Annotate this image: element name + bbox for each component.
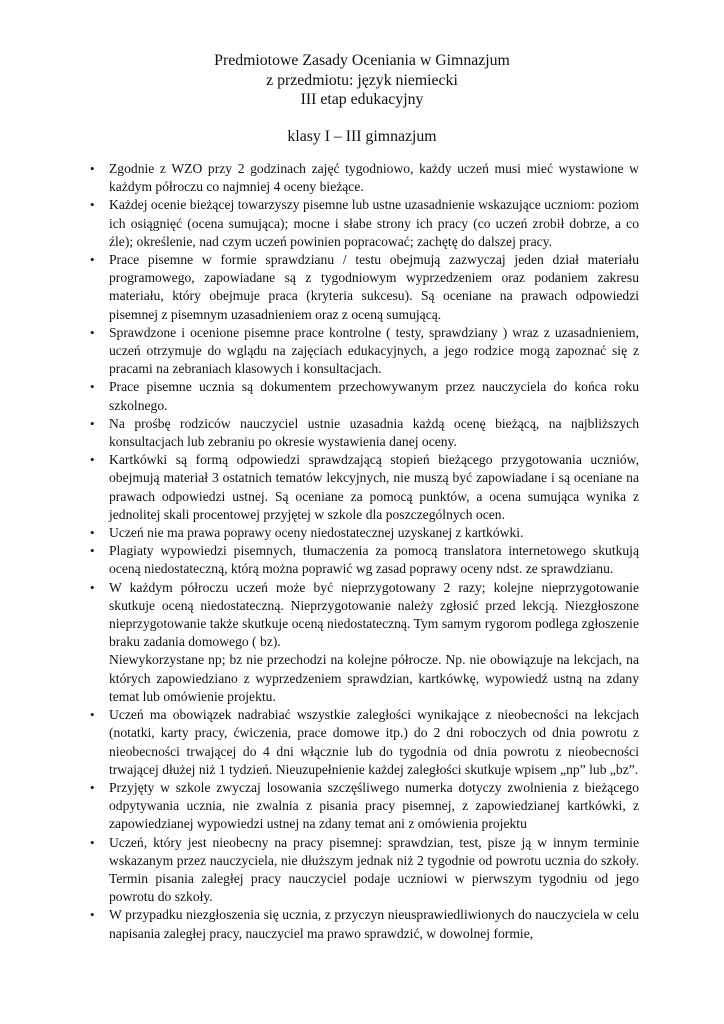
list-item: • Uczeń ma obowiązek nadrabiać wszystkie zaległości wynikające z nieobecności na lekcjach (notatki, karty pracy, ćwiczenia, prace domowe itp.) do 2 dni roboczych od dnia powrotu z nieobecności trwającej do 4 dni włącznie lub do tygodnia od dnia powrotu z nieobecności trwającej dłużej niż 1 tydzień. Nieuzupełnienie każdej zaległości skutkuje wpisem „np” lub „bz”. xyxy=(90,707,639,777)
document-stage: III etap edukacyjny xyxy=(300,91,424,108)
list-item: • Sprawdzone i ocenione pisemne prace kontrolne ( testy, sprawdziany ) wraz z uzasadnieniem, uczeń otrzymuje do wglądu na zajęciach edukacyjnych, a jego rodzice mogą zapoznać się z pracami na zebraniach klasowych i konsultacjach. xyxy=(90,324,639,377)
bullet-icon: • xyxy=(90,452,95,468)
bullet-icon: • xyxy=(90,834,95,850)
document-classes: klasy I – III gimnazjum xyxy=(287,128,437,145)
list-item-continuation: Niewykorzystane np; bz nie przechodzi na kolejne półrocze. Np. nie obowiązuje na lekcjach, na których zapowiedziano z wyprzedzeniem sprawdzian, kartkówkę, wypowiedź ustną na zdany temat lub omówienie projektu. xyxy=(109,652,639,704)
document-subject: z przedmiotu: język niemiecki xyxy=(266,72,458,89)
bullet-icon: • xyxy=(90,907,95,923)
bullet-icon: • xyxy=(90,379,95,395)
list-item: • Prace pisemne w formie sprawdzianu / testu obejmują zazwyczaj jeden dział materiału programowego, zapowiadane są z tygodniowym wyprzedzeniem oraz podaniem zakresu materiału, który obejmuje praca (kryteria sukcesu). Są oceniane na prawach odpowiedzi pisemnej z pisemnym uzasadnieniem oraz z oceną sumującą. xyxy=(90,252,639,322)
bullet-icon: • xyxy=(90,779,95,795)
list-item: • Uczeń nie ma prawa poprawy oceny niedostatecznej uzyskanej z kartkówki. xyxy=(109,524,639,542)
bullet-icon: • xyxy=(90,707,95,723)
bullet-icon: • xyxy=(90,415,95,431)
list-item: • Każdej ocenie bieżącej towarzyszy pisemne lub ustne uzasadnienie wskazujące uczniom: poziom ich osiągnięć (ocena sumująca); mocne i słabe strony ich pracy (co uczeń zrobił dobrze, a co źle); określenie, nad czym uczeń powinien popracować; zachętę do dalszej pracy. xyxy=(90,197,639,249)
list-item: • W przypadku niezgłoszenia się ucznia, z przyczyn nieusprawiedliwionych do nauczyciela w celu napisania zaległej pracy, nauczyciel ma prawo sprawdzić, w dowolnej formie, xyxy=(90,907,639,941)
document-title: Predmiotowe Zasady Oceniania w Gimnazjum xyxy=(214,52,510,69)
bullet-icon: • xyxy=(90,579,95,595)
list-item: • W każdym półroczu uczeń może być nieprzygotowany 2 razy; kolejne nieprzygotowanie skutkuje oceną niedostateczną. Nieprzygotowanie należy zgłosić przed lekcją. Niezgłoszone nieprzygotowanie także skutkuje oceną niedostateczną. Tym samym rygorom podlega zgłoszenie braku zadania domowego ( bz). Niewykorzystane np; bz nie przechodzi na kolejne półrocze. Np. nie obowiązuje na lekcjach, na których zapowiedziano z wyprzedzeniem sprawdzian, kartkówkę, wypowiedź ustną na zdany temat lub omówienie projektu. xyxy=(109,579,639,706)
list-item: • Przyjęty w szkole zwyczaj losowania szczęśliwego numerka dotyczy zwolnienia z bieżącego odpytywania ucznia, nie zwalnia z pisania pracy pisemnej, z zapowiedzianej kartkówki, z zapowiedzianej wypowiedzi ustnej na zdany temat ani z omówienia projektu xyxy=(90,779,639,832)
list-item: • Plagiaty wypowiedzi pisemnych, tłumaczenia za pomocą translatora internetowego skutkują oceną niedostateczną, którą można poprawić wg zasad poprawy oceny ndst. ze sprawdzianu. xyxy=(90,543,639,577)
list-item: • Na prośbę rodziców nauczyciel ustnie uzasadnia każdą ocenę bieżącą, na najbliższych konsultacjach lub zebraniu po okresie wystawienia danej oceny. xyxy=(90,415,639,450)
list-item: • Zgodnie z WZO przy 2 godzinach zajęć tygodniowo, każdy uczeń musi mieć wystawione w każdym półroczu co najmniej 4 oceny bieżące. xyxy=(90,161,639,195)
bullet-icon: • xyxy=(90,161,95,176)
bullet-icon: • xyxy=(90,197,95,213)
bullet-icon: • xyxy=(90,543,95,559)
rules-list xyxy=(90,160,639,943)
bullet-icon: • xyxy=(90,252,95,268)
list-item: • Kartkówki są formą odpowiedzi sprawdzającą stopień bieżącego przygotowania uczniów, obejmują materiał 3 ostatnich tematów lekcyjnych, nie muszą być zapowiadane i są oceniane na prawach odpowiedzi ustnej. Są oceniane za pomocą punktów, a ocena sumująca wynika z jednolitej skali procentowej przyjętej w szkole dla poszczególnych ocen. xyxy=(90,452,639,522)
list-item: • Uczeń, który jest nieobecny na pracy pisemnej: sprawdzian, test, pisze ją w innym terminie wskazanym przez nauczyciela, nie dłuższym jednak niż 2 tygodnie od powrotu ucznia do szkoły. Termin pisania zaległej pracy nauczyciel podaje uczniowi w pierwszym tygodniu od jego powrotu do szkoły. xyxy=(90,834,639,905)
list-item: • Prace pisemne ucznia są dokumentem przechowywanym przez nauczyciela do końca roku szkolnego. xyxy=(90,379,639,413)
bullet-icon: • xyxy=(90,324,95,340)
bullet-icon: • xyxy=(90,525,95,541)
